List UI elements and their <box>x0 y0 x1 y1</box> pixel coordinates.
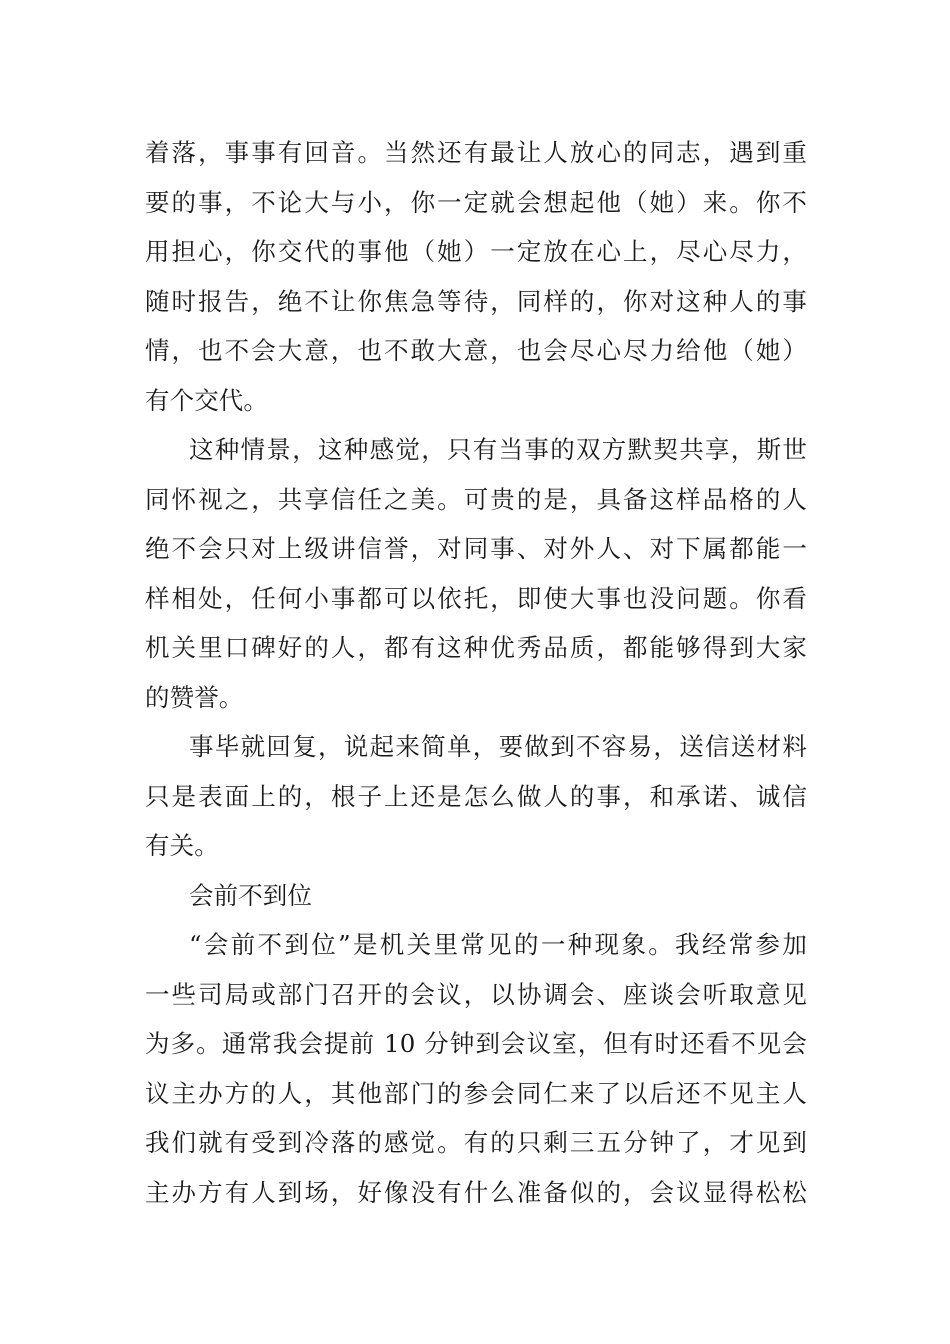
text-line: 我们就有受到冷落的感觉。有的只剩三五分钟了，才见到 <box>145 1128 807 1157</box>
text-line: 一些司局或部门召开的会议，以协调会、座谈会听取意见 <box>145 979 807 1009</box>
text-line: 有关。 <box>145 831 219 860</box>
text-line: 用担心，你交代的事他（她）一定放在心上，尽心尽力， <box>145 237 807 266</box>
text-line: 随时报告，绝不让你焦急等待，同样的，你对这种人的事 <box>145 286 807 316</box>
text-line: 情，也不会大意，也不敢大意，也会尽心尽力给他（她） <box>145 336 807 365</box>
paragraph-reply-after-done <box>145 722 807 871</box>
text-line: 要的事，不论大与小，你一定就会想起他（她）来。你不 <box>145 187 807 217</box>
text-line: 有个交代。 <box>145 385 268 415</box>
text-line: 主办方有人到场，好像没有什么准备似的，会议显得松松 <box>145 1177 807 1207</box>
text-line: “会前不到位”是机关里常见的一种现象。我经常参加 <box>189 930 807 959</box>
section-heading-meeting <box>145 871 807 921</box>
text-line: 样相处，任何小事都可以依托，即使大事也没问题。你看 <box>145 583 807 613</box>
text-line: 的赞誉。 <box>145 682 244 712</box>
paragraph-shared-trust <box>145 425 807 722</box>
text-line: 着落，事事有回音。当然还有最让人放心的同志，遇到重 <box>145 138 807 167</box>
text-line: 机关里口碑好的人，都有这种优秀品质，都能够得到大家 <box>145 633 807 662</box>
text-line: 同怀视之，共享信任之美。可贵的是，具备这样品格的人 <box>145 484 807 514</box>
section-heading: 会前不到位 <box>189 880 312 910</box>
text-line: 只是表面上的，根子上还是怎么做人的事，和承诺、诚信 <box>145 781 807 811</box>
paragraph-meeting-phenomenon <box>145 920 807 1217</box>
text-line: 事毕就回复，说起来简单，要做到不容易，送信送材料 <box>189 732 807 761</box>
text-line: 议主办方的人，其他部门的参会同仁来了以后还不见主人 <box>145 1078 807 1108</box>
document-page <box>145 128 807 1217</box>
text-line: 这种情景，这种感觉，只有当事的双方默契共享，斯世 <box>189 435 807 464</box>
paragraph-trustworthy-colleague <box>145 128 807 425</box>
text-line: 为多。通常我会提前 10 分钟到会议室，但有时还看不见会 <box>145 1029 807 1058</box>
text-line: 绝不会只对上级讲信誉，对同事、对外人、对下属都能一 <box>145 534 807 563</box>
